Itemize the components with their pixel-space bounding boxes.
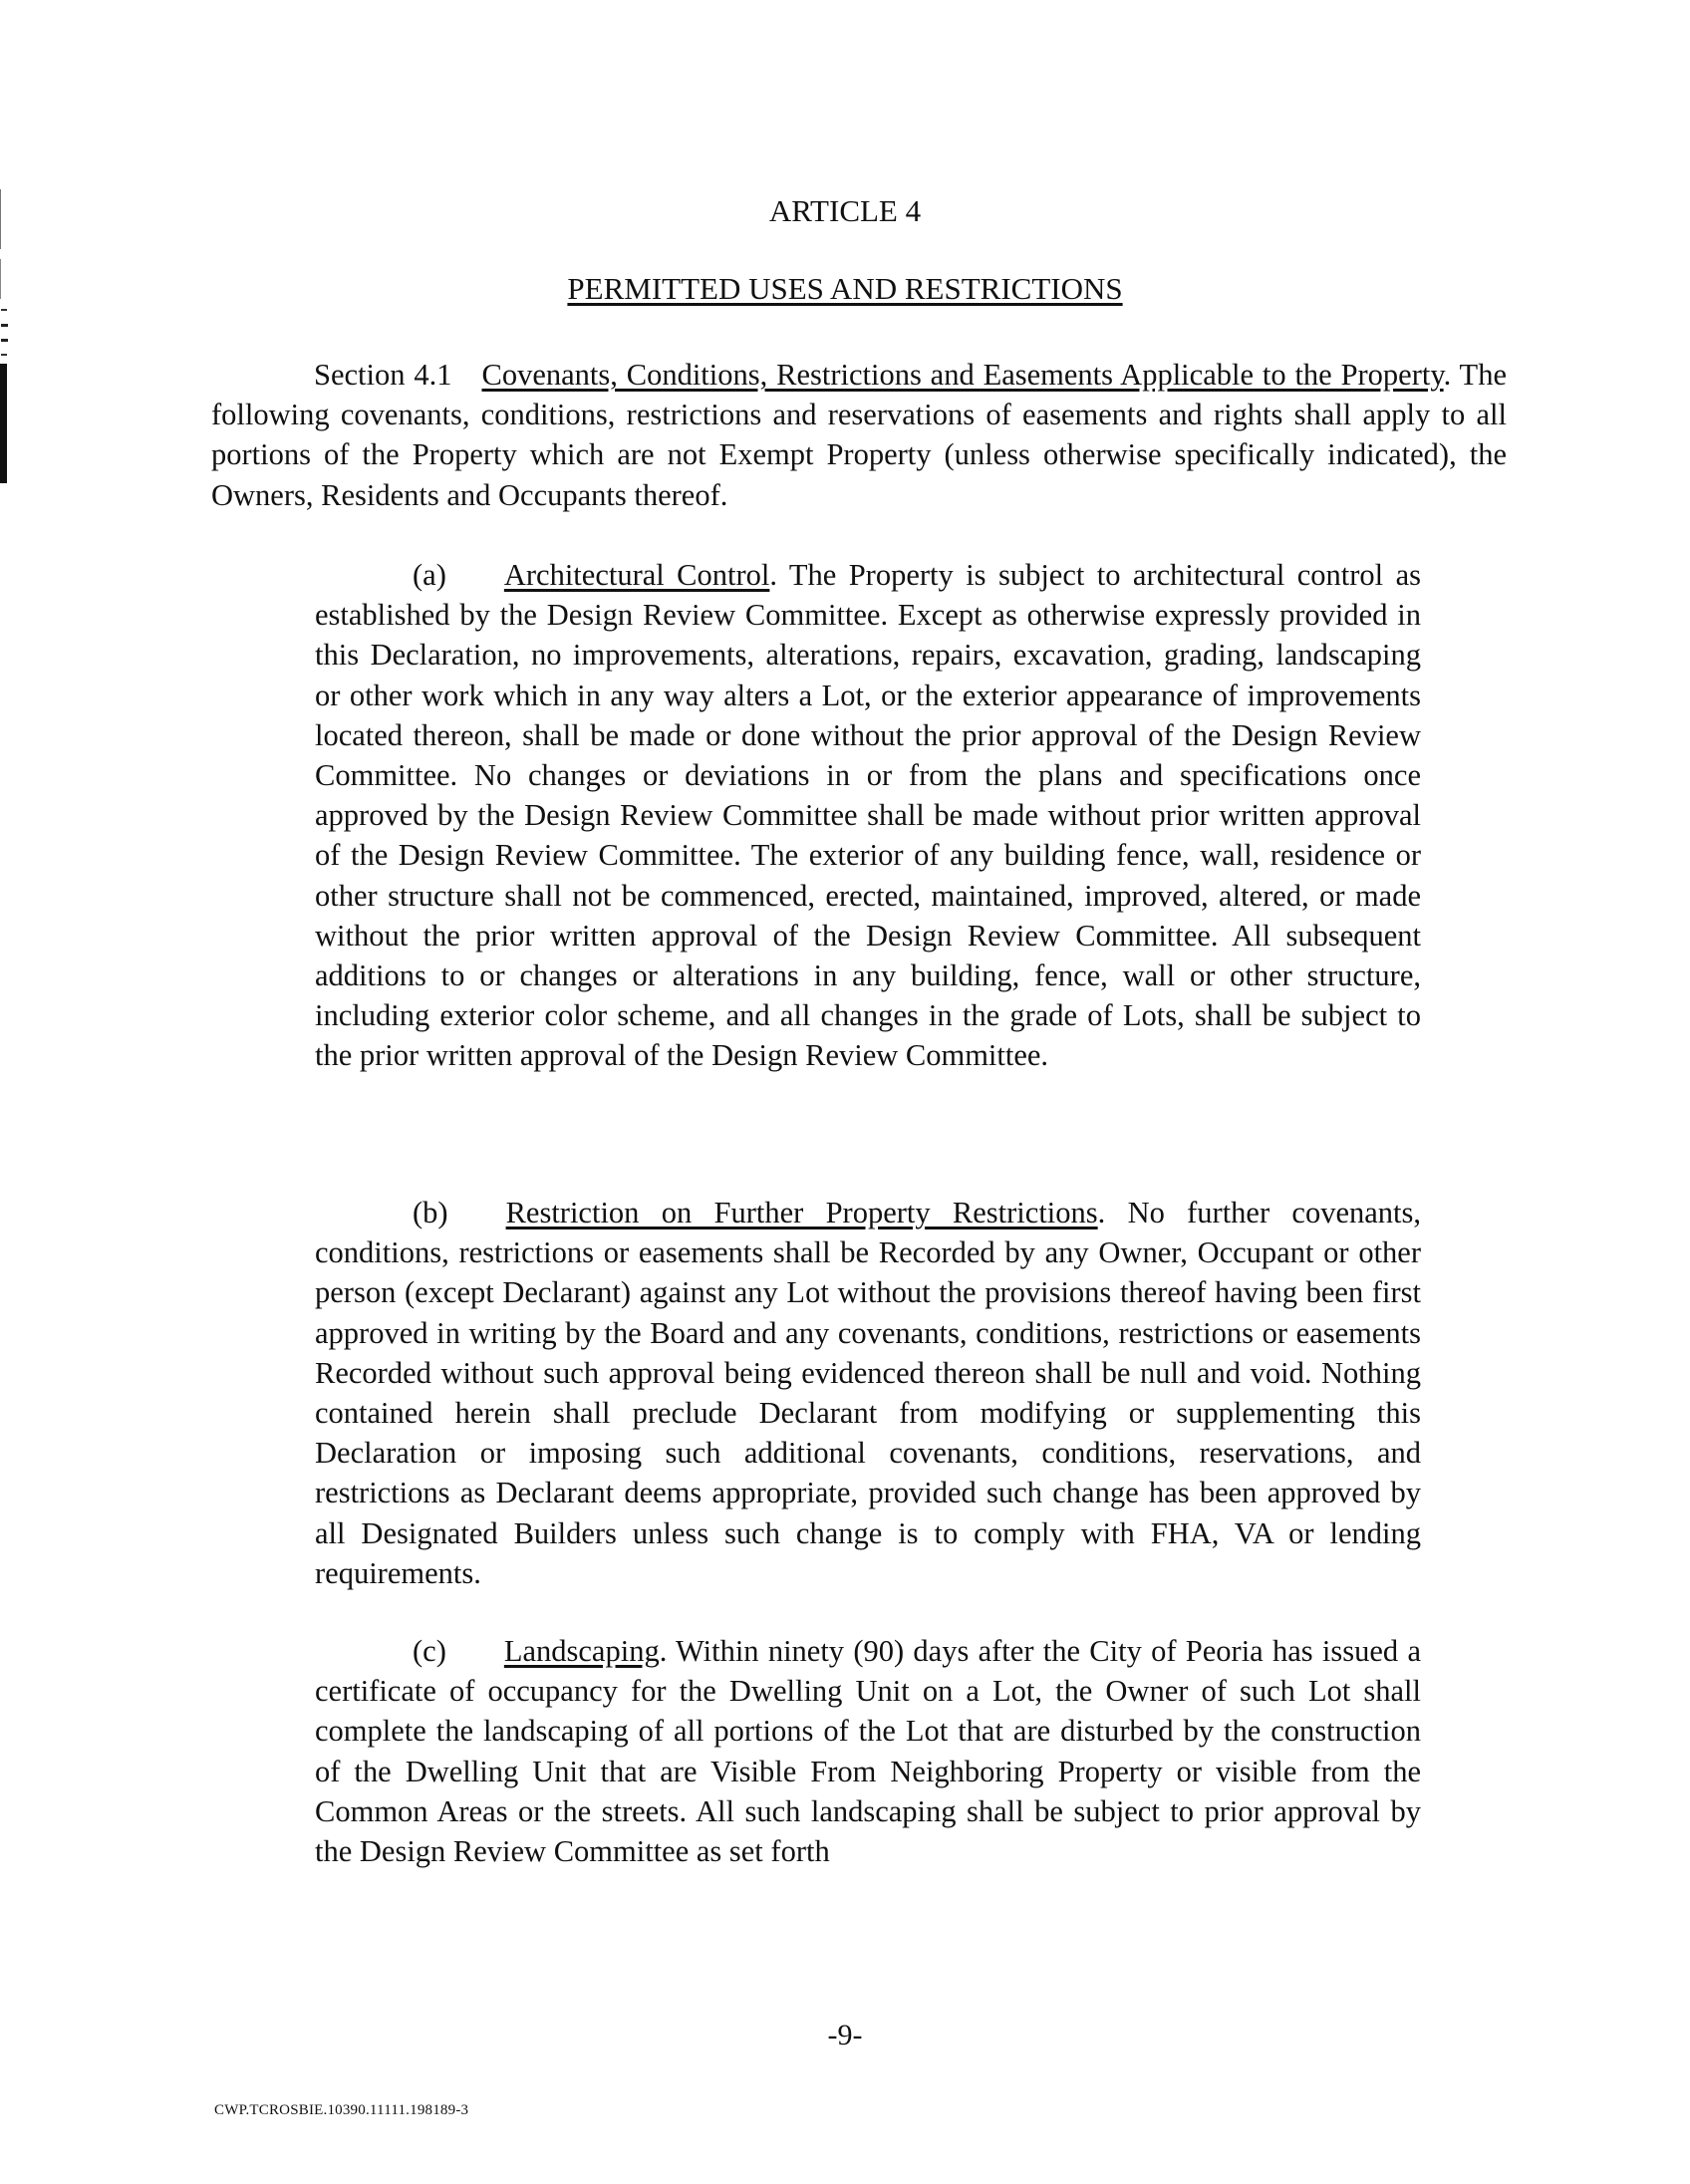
section-body: . The following covenants, conditions, restrictions and reservations of easements and rights shall apply to all portions of the Property which are not Exempt Property (unless otherwise specifically indicated), the Owners, Residents and Occupants thereof. [211, 358, 1507, 512]
subsection-a-paragraph [315, 555, 1421, 1076]
subsection-a-title: Architectural Control [503, 558, 770, 592]
subsection-b-title: Restriction on Further Property Restrictions [505, 1196, 1098, 1229]
section-title: Covenants, Conditions, Restrictions and Easements Applicable to the Property [481, 358, 1444, 392]
section-number: Section 4.1 [314, 358, 452, 392]
article-heading: PERMITTED USES AND RESTRICTIONS [567, 271, 1123, 306]
subsection-b-paragraph [315, 1193, 1421, 1593]
subsection-a-label: (a) [413, 558, 446, 592]
page-number: -9- [827, 2019, 863, 2051]
subsection-c-paragraph [315, 1631, 1421, 1871]
subsection-c-title: Landscaping [503, 1634, 660, 1668]
article-title: ARTICLE 4 [768, 193, 922, 228]
subsection-b-body: . No further covenants, conditions, restrictions or easements shall be Recorded by any Owner, Occupant or other person (except Declarant) against any Lot without the provisions thereof having been first approved in writing by the Board and any covenants, conditions, restrictions or easements Recorded without such approval being evidenced thereon shall be null and void. Nothing contained herein shall preclude Declarant from modifying or supplementing this Declaration or imposing such additional covenants, conditions, reservations, and restrictions as Declarant deems appropriate, provided such change has been approved by all Designated Builders unless such change is to comply with FHA, VA or lending requirements. [315, 1196, 1421, 1590]
subsection-a-body: . The Property is subject to architectural control as established by the Design Review Committee. Except as otherwise expressly provided in this Declaration, no improvements, alterations, repairs, excavation, grading, landscaping or other work which in any way alters a Lot, or the exterior appearance of improvements located thereon, shall be made or done without the prior approval of the Design Review Committee. No changes or deviations in or from the plans and specifications once approved by the Design Review Committee shall be made without prior written approval of the Design Review Committee. The exterior of any building fence, wall, residence or other structure shall not be commenced, erected, maintained, improved, altered, or made without the prior written approval of the Design Review Committee. All subsequent additions to or changes or alterations in any building, fence, wall or other structure, including exterior color scheme, and all changes in the grade of Lots, shall be subject to the prior written approval of the Design Review Committee. [315, 558, 1421, 1073]
subsection-c-body: . Within ninety (90) days after the City of Peoria has issued a certificate of occupancy for the Dwelling Unit on a Lot, the Owner of such Lot shall complete the landscaping of all portions of the Lot that are disturbed by the construction of the Dwelling Unit that are Visible From Neighboring Property or visible from the Common Areas or the streets. All such landscaping shall be subject to prior approval by the Design Review Committee as set forth [315, 1634, 1421, 1869]
subsection-c-label: (c) [413, 1634, 446, 1668]
document-code: CWP.TCROSBIE.10390.11111.198189-3 [214, 2102, 469, 2118]
subsection-b-label: (b) [413, 1196, 448, 1229]
section-4-1-paragraph [211, 355, 1507, 515]
